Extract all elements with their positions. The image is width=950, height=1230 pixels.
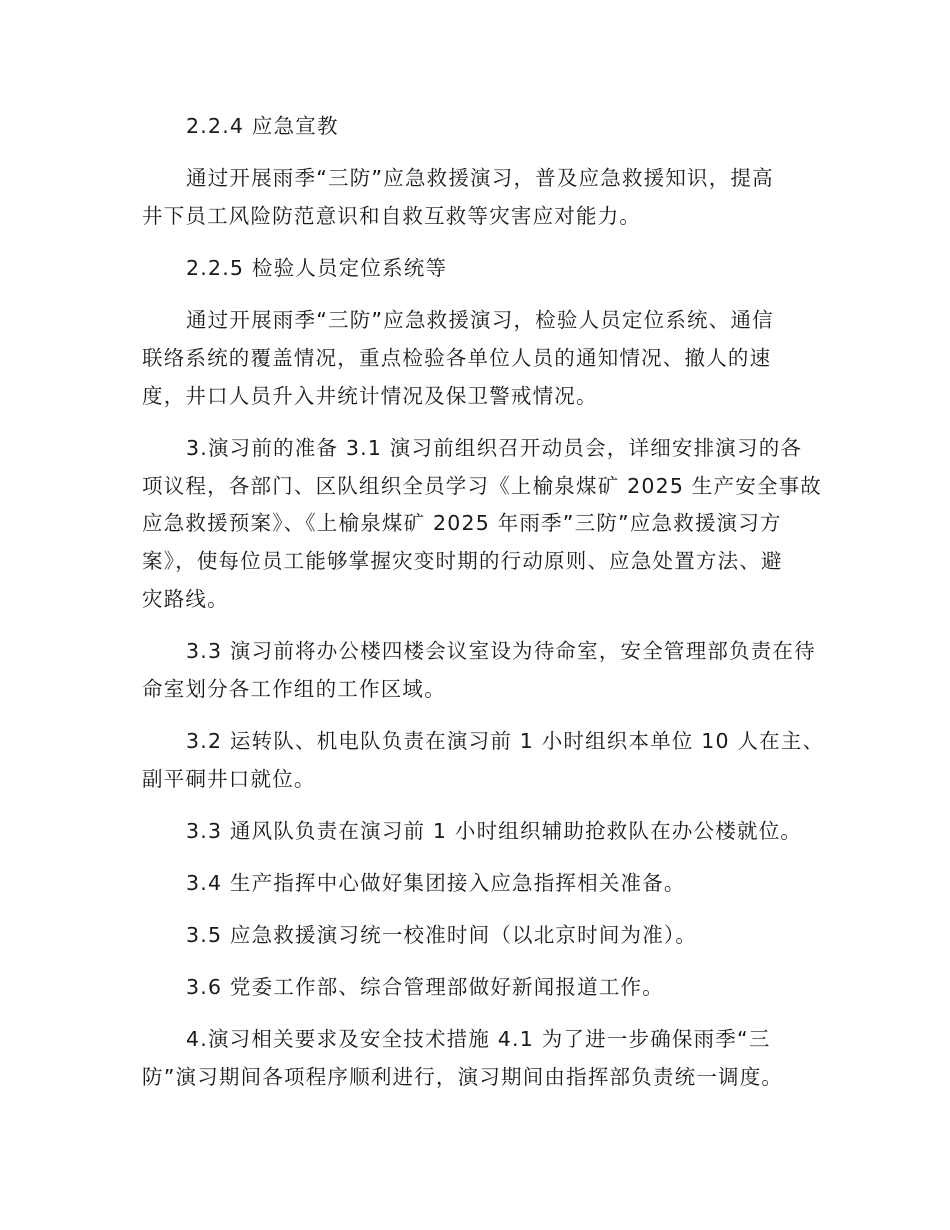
paragraph-line: 度，井口人员升入井统计情况及保卫警戒情况。: [142, 384, 598, 408]
paragraph-line: 3.4 生产指挥中心做好集团接入应急指挥相关准备。: [186, 871, 686, 895]
paragraph-line: 应急救援预案》、《上榆泉煤矿 2025 年雨季”三防”应急救援演习方: [142, 511, 782, 535]
paragraph-line: 灾路线。: [142, 587, 229, 611]
paragraph-line: 通过开展雨季“三防”应急救援演习，检验人员定位系统、通信: [186, 308, 774, 332]
paragraph-line: 防”演习期间各项程序顺利进行，演习期间由指挥部负责统一调度。: [142, 1065, 784, 1089]
paragraph-line: 3.5 应急救援演习统一校准时间（以北京时间为准）。: [186, 923, 698, 947]
paragraph-line: 通过开展雨季“三防”应急救援演习，普及应急救援知识，提高: [186, 166, 774, 190]
paragraph-line: 联络系统的覆盖情况，重点检验各单位人员的通知情况、撤人的速: [142, 346, 772, 370]
paragraph-line: 3.6 党委工作部、综合管理部做好新闻报道工作。: [186, 975, 664, 999]
paragraph-line: 副平硐井口就位。: [142, 767, 316, 791]
paragraph-line: 3.演习前的准备 3.1 演习前组织召开动员会，详细安排演习的各: [186, 436, 803, 460]
paragraph-line: 4.演习相关要求及安全技术措施 4.1 为了进一步确保雨季“三: [186, 1027, 771, 1051]
paragraph-line: 井下员工风险防范意识和自救互救等灾害应对能力。: [142, 204, 642, 228]
paragraph-line: 3.3 通风队负责在演习前 1 小时组织辅助抢救队在办公楼就位。: [186, 819, 803, 843]
paragraph-line: 命室划分各工作组的工作区域。: [142, 677, 446, 701]
paragraph-line: 3.2 运转队、机电队负责在演习前 1 小时组织本单位 10 人在主、: [186, 729, 825, 753]
paragraph-line: 案》，使每位员工能够掌握灾变时期的行动原则、应急处置方法、避: [142, 549, 783, 573]
paragraph-line: 项议程，各部门、区队组织全员学习《上榆泉煤矿 2025 生产安全事故: [142, 474, 823, 498]
heading-2-2-5: 2.2.5 检验人员定位系统等: [186, 256, 448, 280]
paragraph-line: 3.3 演习前将办公楼四楼会议室设为待命室，安全管理部负责在待: [186, 639, 816, 663]
heading-2-2-4: 2.2.4 应急宣教: [186, 114, 339, 138]
